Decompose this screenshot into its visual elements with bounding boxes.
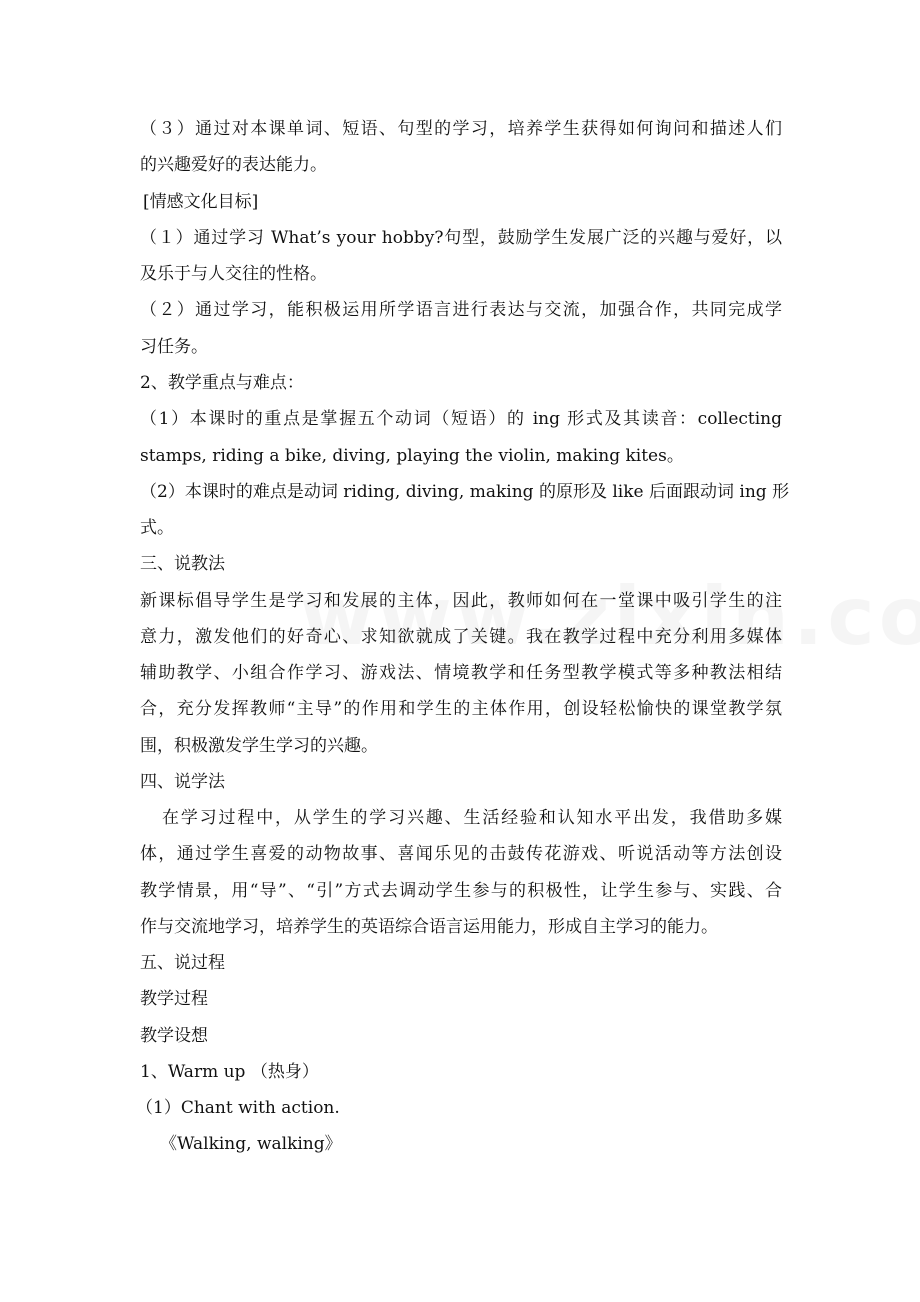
key-point-1-line-1: （1）本课时的重点是掌握五个动词（短语）的 ing 形式及其读音：collecting xyxy=(140,409,782,429)
heading-teaching-method: 三、说教法 xyxy=(140,554,225,574)
key-point-2-line-2: 式。 xyxy=(140,518,174,538)
step-chant-with-action: （1）Chant with action. xyxy=(136,1098,340,1118)
method-line-4: 合，充分发挥教师“主导”的作用和学生的主体作用，创设轻松愉快的课堂教学氛 xyxy=(140,699,782,719)
method-line-2: 意力，激发他们的好奇心、求知欲就成了关键。我在教学过程中充分利用多媒体 xyxy=(140,627,782,647)
watermark xyxy=(300,570,920,663)
section-heading-affective-goals: [情感文化目标] xyxy=(143,192,259,212)
heading-process: 五、说过程 xyxy=(140,953,225,973)
key-point-2-line-1: （2）本课时的难点是动词 riding, diving, making 的原形及 like 后面跟动词 ing 形 xyxy=(140,482,790,502)
method-line-3: 辅助教学、小组合作学习、游戏法、情境教学和任务型教学模式等多种教法相结 xyxy=(140,663,782,683)
label-teaching-idea: 教学设想 xyxy=(140,1026,208,1046)
learning-line-2: 体，通过学生喜爱的动物故事、喜闻乐见的击鼓传花游戏、听说活动等方法创设 xyxy=(140,844,782,864)
learning-line-4: 作与交流地学习，培养学生的英语综合语言运用能力，形成自主学习的能力。 xyxy=(140,917,718,937)
method-line-1: 新课标倡导学生是学习和发展的主体，因此，教师如何在一堂课中吸引学生的注 xyxy=(140,591,782,611)
step-warm-up: 1、Warm up （热身） xyxy=(140,1062,319,1082)
affective-2-line-2: 习任务。 xyxy=(140,337,208,357)
affective-1-line-2: 及乐于与人交往的性格。 xyxy=(140,264,327,284)
chant-title: 《Walking, walking》 xyxy=(160,1134,342,1154)
learning-line-3: 教学情景，用“导”、“引”方式去调动学生参与的积极性，让学生参与、实践、合 xyxy=(140,881,782,901)
learning-line-1: 在学习过程中，从学生的学习兴趣、生活经验和认知水平出发，我借助多媒 xyxy=(162,808,782,828)
affective-1-line-1: （１）通过学习 What’s your hobby?句型，鼓励学生发展广泛的兴趣与爱好，以 xyxy=(140,228,782,248)
key-point-1-line-2: stamps, riding a bike, diving, playing the violin, making kites。 xyxy=(140,446,684,466)
affective-2-line-1: （２）通过学习，能积极运用所学语言进行表达与交流，加强合作，共同完成学 xyxy=(140,300,782,320)
objective-3-line-1: （３）通过对本课单词、短语、句型的学习，培养学生获得如何询问和描述人们 xyxy=(140,119,782,139)
objective-3-line-2: 的兴趣爱好的表达能力。 xyxy=(140,155,327,175)
heading-learning-method: 四、说学法 xyxy=(140,772,225,792)
label-teaching-process: 教学过程 xyxy=(140,989,208,1009)
heading-key-points: 2、教学重点与难点： xyxy=(140,373,304,393)
method-line-5: 围，积极激发学生学习的兴趣。 xyxy=(140,736,378,756)
